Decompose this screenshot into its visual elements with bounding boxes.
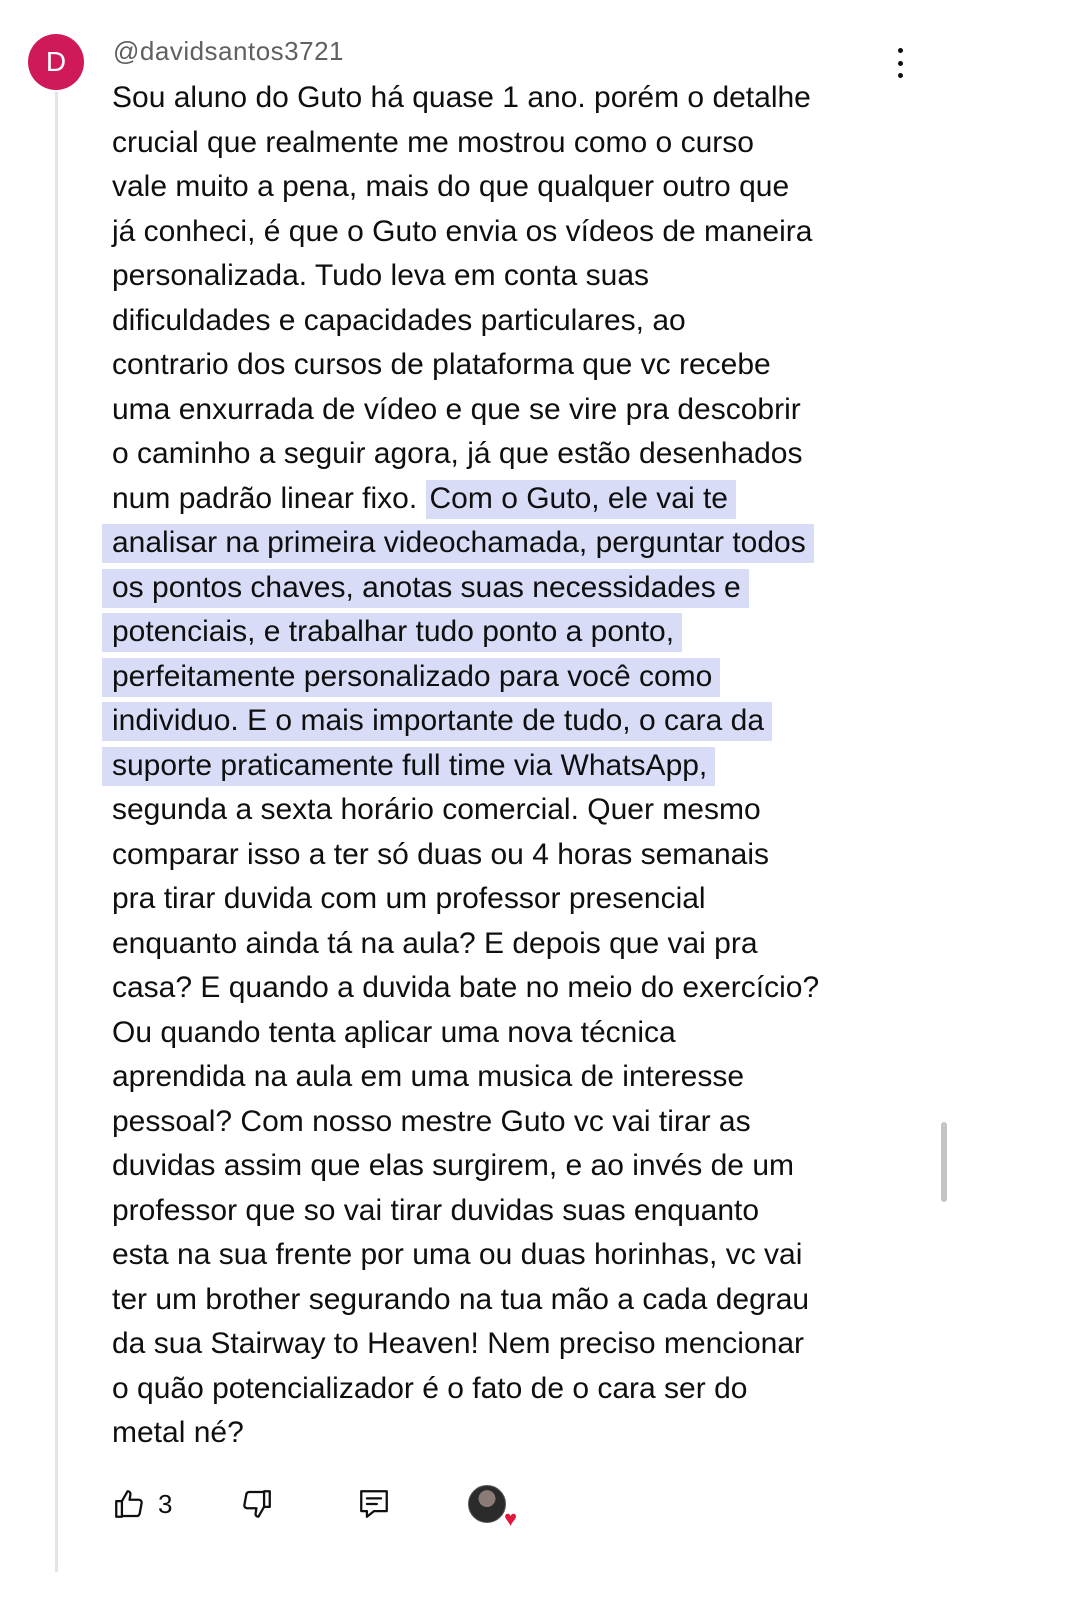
- comment-line: [112, 699, 902, 744]
- avatar-letter: D: [45, 46, 67, 77]
- highlighted-text: individuo. E o mais importante de tudo, o cara da: [102, 702, 772, 741]
- heart-icon: ♥: [503, 1506, 517, 1531]
- scrollbar[interactable]: [941, 1122, 947, 1202]
- menu-dot: [898, 48, 903, 53]
- dislike-button[interactable]: [240, 1480, 274, 1528]
- comment-line: [112, 521, 902, 566]
- comment-line-text: metal né?: [112, 1416, 244, 1449]
- thread-line: [55, 92, 58, 1572]
- comment-line-text: o quão potencializador é o fato de o cara ser do: [112, 1371, 748, 1405]
- creator-avatar: [468, 1485, 517, 1531]
- comment-line: [112, 1055, 902, 1100]
- comment-line-text: da sua Stairway to Heaven! Nem preciso mencionar: [112, 1327, 804, 1360]
- comment-line-text: dificuldades e capacidades particulares, ao: [112, 303, 686, 337]
- comment-line: [112, 1144, 902, 1189]
- comment-line: [112, 966, 902, 1011]
- thumbs-up-icon: [112, 1487, 146, 1521]
- highlighted-text: suporte praticamente full time via WhatsApp,: [102, 747, 715, 786]
- comment-line-text: contrario dos cursos de plataforma que vc recebe: [112, 348, 771, 381]
- comment-line-text: ter um brother segurando na tua mão a cada degrau: [112, 1282, 810, 1316]
- like-button[interactable]: [112, 1480, 172, 1528]
- highlighted-text: os pontos chaves, anotas suas necessidades e: [102, 569, 749, 608]
- more-options-icon[interactable]: [885, 46, 915, 80]
- comment-line-text: já conheci, é que o Guto envia os vídeos de maneira: [112, 214, 813, 248]
- comment-line: [112, 1411, 902, 1456]
- comment-line-text: enquanto ainda tá na aula? E depois que vai pra: [112, 926, 758, 960]
- comment-line: [112, 432, 902, 477]
- comment-line-text: o caminho a seguir agora, já que estão desenhados: [112, 437, 803, 470]
- comment-line: [112, 1367, 902, 1412]
- thumbs-down-icon: [240, 1487, 274, 1521]
- comment-line: [112, 1100, 902, 1145]
- comment-line-text: Sou aluno do Guto há quase 1 ano. porém o detalhe: [112, 81, 811, 114]
- highlighted-text: potenciais, e trabalhar tudo ponto a ponto,: [102, 613, 682, 652]
- reply-button[interactable]: [357, 1480, 391, 1528]
- comment-line-text: pra tirar duvida com um professor presencial: [112, 882, 706, 915]
- comment-line: [112, 1189, 902, 1234]
- comment-line: [112, 922, 902, 967]
- comment-line-text: casa? E quando a duvida bate no meio do exercício?: [112, 971, 820, 1004]
- menu-dot: [898, 61, 903, 66]
- comment-line: [112, 877, 902, 922]
- comment-line-text: uma enxurrada de vídeo e que se vire pra descobrir: [112, 392, 801, 426]
- comment-actions: [112, 1480, 612, 1530]
- comment-line: [112, 744, 902, 789]
- comment-line: [112, 655, 902, 700]
- comment-line: [112, 343, 902, 388]
- comment-text: [112, 76, 902, 1456]
- comment-line: [112, 210, 902, 255]
- comment-line-text: professor que so vai tirar duvidas suas enquanto: [112, 1193, 760, 1227]
- comment-line: [112, 833, 902, 878]
- comment-line-text: esta na sua frente por uma ou duas horinhas, vc vai: [112, 1238, 803, 1271]
- comment-line: [112, 1011, 902, 1056]
- comment-line: [112, 121, 902, 166]
- comment-line-text: vale muito a pena, mais do que qualquer outro que: [112, 170, 790, 203]
- comment-line: [112, 477, 902, 522]
- comment-line-text: aprendida na aula em uma musica de interesse: [112, 1060, 745, 1093]
- comment-line: [112, 610, 902, 655]
- comment-line-text: Ou quando tenta aplicar uma nova técnica: [112, 1015, 676, 1049]
- comment-line: [112, 254, 902, 299]
- comment-line: [112, 76, 902, 121]
- comment-line: [112, 1322, 902, 1367]
- comment-line: [112, 1278, 902, 1323]
- comment-line: [112, 165, 902, 210]
- comment-author[interactable]: @davidsantos3721: [113, 36, 344, 66]
- highlighted-text: analisar na primeira videochamada, perguntar todos: [102, 524, 814, 563]
- avatar[interactable]: [28, 34, 84, 90]
- creator-heart-badge: [468, 1480, 517, 1531]
- comment-line-text: crucial que realmente me mostrou como o curso: [112, 125, 754, 159]
- comment-line: [112, 566, 902, 611]
- highlighted-text: perfeitamente personalizado para você como: [102, 658, 720, 697]
- comment-line: [112, 1233, 902, 1278]
- reply-comment-icon: [357, 1487, 391, 1521]
- comment-line-text: comparar isso a ter só duas ou 4 horas semanais: [112, 837, 769, 871]
- highlighted-text: Com o Guto, ele vai te: [426, 480, 736, 519]
- comment-line-text: segunda a sexta horário comercial. Quer mesmo: [112, 793, 761, 826]
- comment-line: [112, 388, 902, 433]
- comment-line-text: pessoal? Com nosso mestre Guto vc vai tirar as: [112, 1104, 751, 1138]
- comment-line-text: num padrão linear fixo.: [112, 481, 426, 515]
- comment-line-text: personalizada. Tudo leva em conta suas: [112, 259, 649, 292]
- comment-line-text: duvidas assim que elas surgirem, e ao invés de um: [112, 1149, 795, 1182]
- comment-line: [112, 299, 902, 344]
- comment-line: [112, 788, 902, 833]
- like-count: 3: [158, 1488, 173, 1519]
